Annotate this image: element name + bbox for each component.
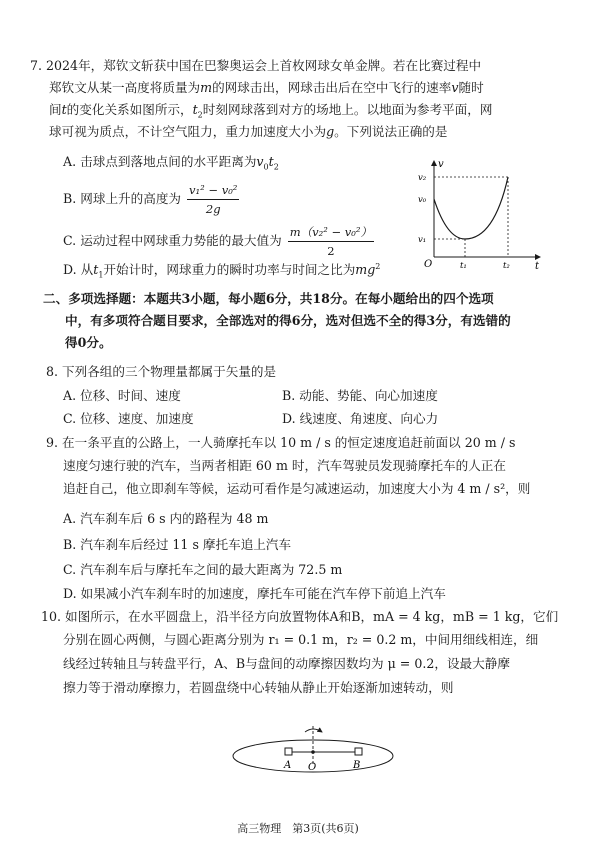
page-footer: 高三物理 第3页(共6页) (237, 822, 359, 835)
q10-line2: 分别在圆心两侧，与圆心距离分别为 r₁ = 0.1 m，r₂ = 0.2 m，中间用细线相连，细 (63, 632, 539, 647)
q9-option-a[interactable]: A. 汽车刹车后 6 s 内的路程为 48 m (63, 511, 269, 526)
x-axis-label: t (535, 261, 540, 272)
y-axis-label: v (438, 159, 444, 170)
option-c-fraction: $\frac{\text{m（v₂² − v₀²）}}{2}$ (289, 225, 373, 258)
rotation-arrow (305, 729, 322, 732)
q9-option-d[interactable]: D. 如果减小汽车刹车时的加速度，摩托车可能在汽车停下前追上汽车 (63, 586, 446, 601)
q7-option-c[interactable]: C. 运动过程中网球重力势能的最大值为 $\frac{\text{m（v₂² − v₀²）}}{2}$ (63, 225, 373, 258)
q8-option-a[interactable]: A. 位移、时间、速度 (63, 388, 181, 403)
q9-option-c[interactable]: C. 汽车刹车后与摩托车之间的最大距离为 72.5 m (63, 562, 343, 577)
v1-label: v₁ (418, 235, 427, 245)
block-b (355, 748, 362, 755)
rotating-disk-figure (228, 722, 398, 790)
q7-option-d[interactable]: D. 从$t_1$开始计时，网球重力的瞬时功率与时间之比为$mg^2$ (63, 261, 381, 280)
q8-option-d[interactable]: D. 线速度、角速度、向心力 (282, 411, 439, 426)
speed-curve (434, 177, 508, 239)
t2-label: t₂ (503, 261, 510, 271)
label-b: B (353, 760, 361, 771)
t1-label: t₁ (460, 261, 467, 271)
center-point (311, 750, 315, 754)
q9-line3: 追赶自己，他立即刹车等候，运动可看作是匀减速运动，加速度大小为 4 m / s²，则 (63, 481, 531, 496)
velocity-time-graph (414, 157, 544, 272)
v2-label: v₂ (418, 173, 427, 183)
q8-option-b[interactable]: B. 动能、势能、向心加速度 (282, 388, 438, 403)
q10-line1: 10. 如图所示，在水平圆盘上，沿半径方向放置物体A和B，mA = 4 kg，mB = 1 kg，它们 (41, 609, 559, 624)
q9-line2: 速度匀速行驶的汽车，当两者相距 60 m 时，汽车驾驶员发现骑摩托车的人正在 (63, 458, 506, 473)
v0-label: v₀ (418, 195, 427, 205)
q9-line1: 9. 在一条平直的公路上，一人骑摩托车以 10 m / s 的恒定速度追赶前面以 20 m / s (46, 435, 516, 450)
q7-line3: 间t的变化关系如图所示，$t_2$时刻网球落到对方的场地上。以地面为参考平面，网 (49, 102, 493, 120)
q7-option-a[interactable]: A. 击球点到落地点间的水平距离为$v_0t_2$ (63, 154, 279, 172)
q8-option-c[interactable]: C. 位移、速度、加速度 (63, 411, 194, 426)
origin-label: O (424, 259, 433, 270)
q7-line1: 7. 2024年，郑钦文斩获中国在巴黎奥运会上首枚网球女单金牌。若在比赛过程中 (30, 58, 482, 73)
q9-option-b[interactable]: B. 汽车刹车后经过 11 s 摩托车追上汽车 (63, 537, 292, 552)
q7-option-b[interactable]: B. 网球上升的高度为 $\frac{\text{v₁² − v₀²}}{2g}$ (63, 183, 238, 216)
label-a: A (284, 760, 292, 771)
q10-line4: 擦力等于滑动摩擦力，若圆盘绕中心转轴从静止开始逐渐加速转动，则 (63, 680, 454, 695)
section2-line2: 中，有多项符合题目要求，全部选对的得6分，选对但选不全的得3分，有选错的 (65, 313, 511, 328)
label-o: O (308, 762, 317, 773)
q10-line3: 线经过转轴且与转盘平行，A、B与盘间的动摩擦因数均为 μ = 0.2，设最大静摩 (63, 656, 510, 671)
option-b-fraction: $\frac{\text{v₁² − v₀²}}{2g}$ (189, 183, 238, 216)
section2-line1: 二、多项选择题：本题共3小题，每小题6分，共18分。在每小题给出的四个选项 (43, 291, 494, 306)
q7-line4: 球可视为质点，不计空气阻力，重力加速度大小为g。下列说法正确的是 (49, 124, 448, 139)
section2-line3: 得0分。 (65, 335, 112, 350)
block-a (285, 748, 292, 755)
q8-stem: 8. 下列各组的三个物理量都属于矢量的是 (46, 364, 277, 379)
q7-line2: 郑钦文从某一高度将质量为m的网球击出，网球击出后在空中飞行的速率v随时 (49, 80, 484, 95)
